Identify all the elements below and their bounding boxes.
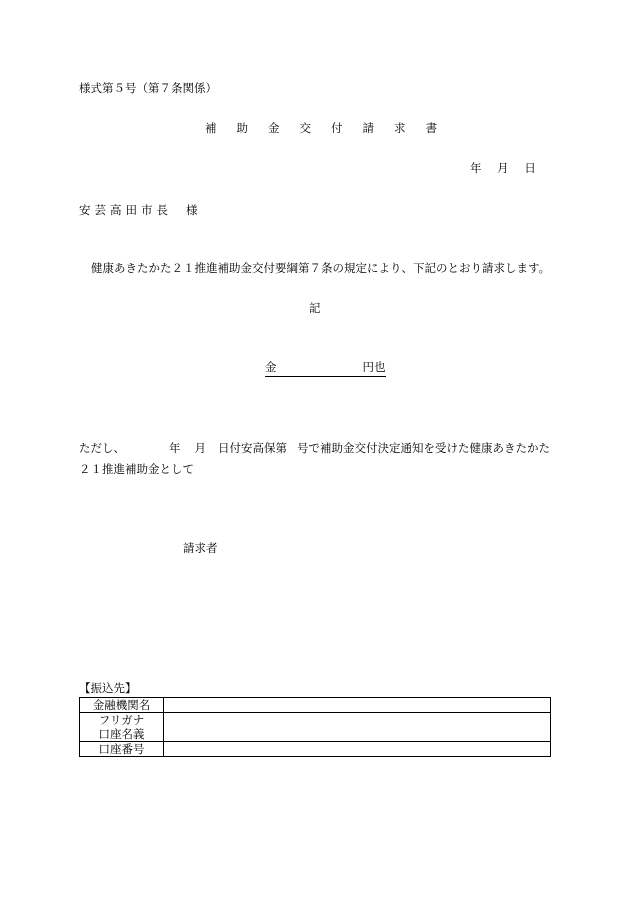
bank-name-label: 金融機関名 [80,698,164,713]
title-char: 補 [205,121,217,135]
proviso-year: 年 [169,441,181,455]
claimant-label: 請求者 [183,541,218,555]
proviso-rest: 号で補助金交付決定通知を受けた健康あきたかた [297,441,550,455]
amount-suffix: 円也 [362,360,386,374]
proviso-date-ref: 日付安高保第 [218,441,287,455]
title-char: 付 [331,121,343,135]
amount-line [265,362,386,377]
addressee [79,205,198,217]
bank-account-table [79,697,551,757]
amount-prefix: 金 [265,360,277,374]
title-char: 書 [425,121,437,135]
table-row [80,698,551,713]
proviso-lead: ただし、 [79,441,125,455]
form-number: 様式第５号（第７条関係） [79,81,217,95]
table-row [80,742,551,757]
account-number-label: 口座番号 [80,742,164,757]
title-char: 金 [268,121,280,135]
account-holder-field[interactable] [164,713,551,742]
proviso-line-2: ２１推進補助金として [79,462,194,476]
title-char: 助 [236,121,248,135]
table-row [80,713,551,742]
addressee-honorific: 様 [186,203,198,217]
furigana-label: フリガナ [98,713,145,727]
addressee-name: 安芸高田市長 [79,203,172,217]
title-char: 求 [394,121,406,135]
ki-marker: 記 [309,301,321,315]
title-char: 請 [362,121,374,135]
account-name-label: 口座名義 [98,727,145,741]
proviso-line-1 [79,443,550,455]
document-title [205,123,457,135]
account-holder-label [80,713,164,742]
bank-name-field[interactable] [164,698,551,713]
proviso-month: 月 [194,441,206,455]
bank-heading: 【振込先】 [79,681,137,695]
date-month: 月 [497,161,509,175]
title-char: 交 [299,121,311,135]
date-day: 日 [524,161,536,175]
date-line [470,163,548,175]
body-text: 健康あきたかた２１推進補助金交付要綱第７条の規定により、下記のとおり請求します。 [91,261,551,275]
account-number-field[interactable] [164,742,551,757]
date-year: 年 [470,161,482,175]
